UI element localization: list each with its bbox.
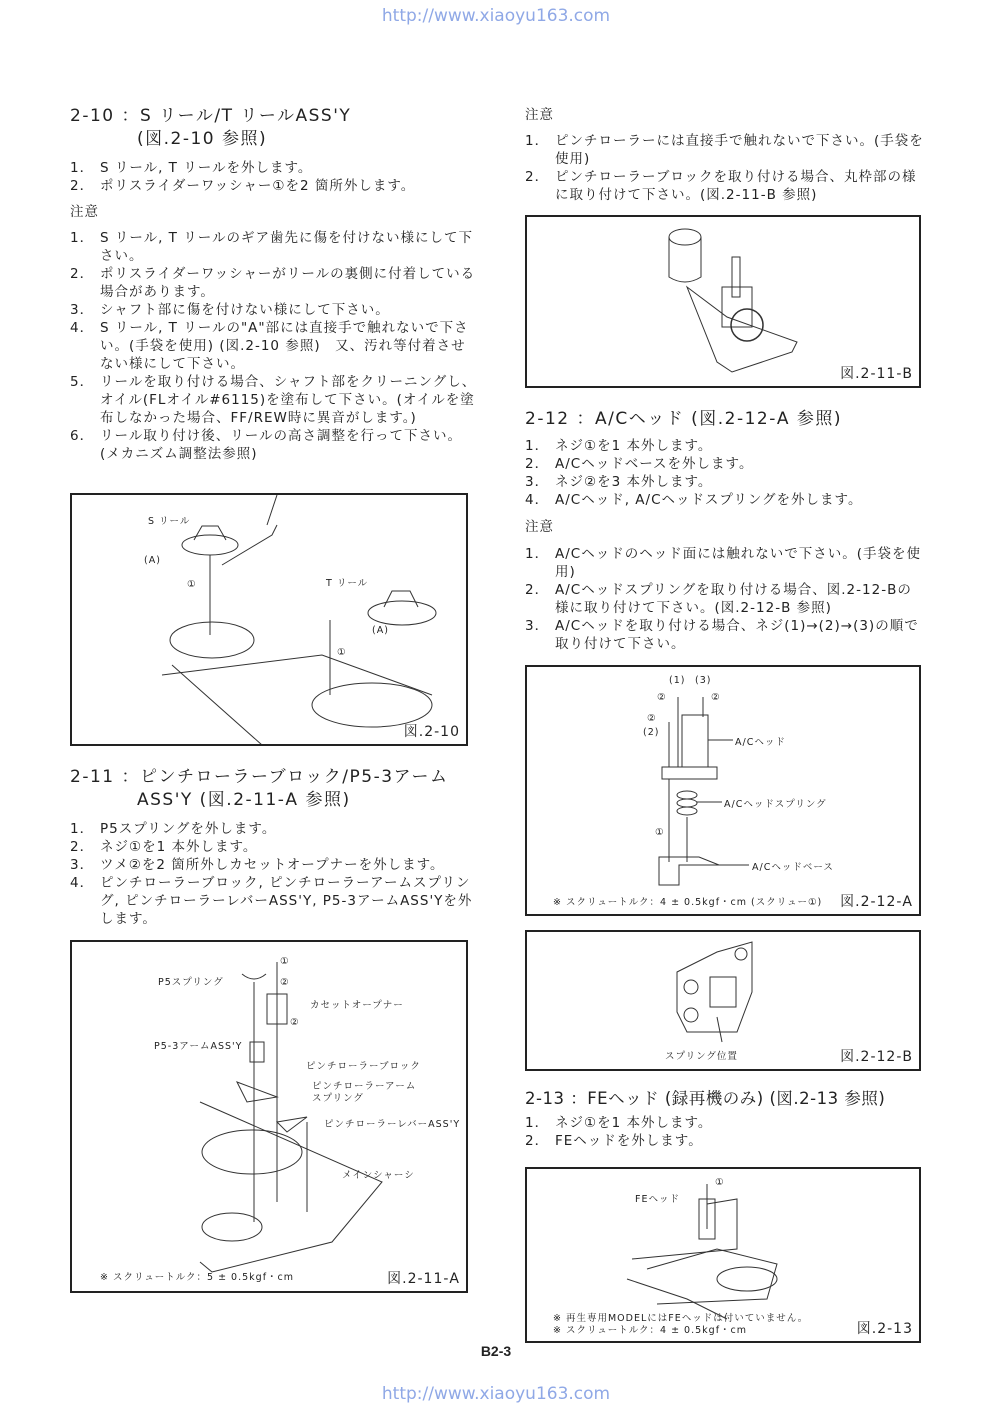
section-2-11	[70, 766, 480, 928]
figure-caption: 図.2-12-A	[840, 894, 913, 910]
steps-list	[525, 437, 925, 509]
note-item: 2． A/Cヘッドスプリングを取り付ける場合、図.2-12-Bの様に取り付けて下さい。(図.2-12-B 参照)	[525, 582, 912, 616]
pinch-roller-block-illustration	[527, 217, 919, 386]
figure-2-10: S リール (A) ① T リール (A) ① 図.2-10	[70, 493, 468, 746]
header-url[interactable]: http://www.xiaoyu163.com	[381, 6, 611, 26]
step-item: 2． A/Cヘッドベースを外します。	[525, 456, 754, 472]
note-item: 3． A/Cヘッドを取り付ける場合、ネジ(1)→(2)→(3)の順で取り付けて下さい。	[525, 618, 919, 652]
note-item: 5． リールを取り付ける場合、シャフト部をクリーニングし、オイル(FLオイル#6115)を塗布して下さい。(オイルを塗布しなかった場合、FF/REW時に異音がします。)	[70, 374, 477, 426]
section-2-11-notes	[525, 106, 925, 204]
note-heading: 注意	[70, 204, 99, 220]
steps-list	[70, 820, 480, 928]
figure-caption: 図.2-12-B	[840, 1049, 913, 1065]
note-item: 1． S リール, T リールのギア歯先に傷を付けない様にして下さい。	[70, 230, 473, 264]
step-item: 4． ピンチローラーブロック, ピンチローラーアームスプリング, ピンチローラーレバーASS'Y, P5-3アームASS'Yを外します。	[70, 875, 473, 927]
step-item: 1． ネジ①を1 本外します。	[525, 1115, 713, 1131]
step-item: 1． S リール, T リールを外します。	[70, 160, 313, 176]
figure-2-12-b: スプリング位置 図.2-12-B	[525, 930, 921, 1071]
section-2-12	[525, 408, 925, 653]
step-item: 2． ネジ①を1 本外します。	[70, 839, 258, 855]
figure-footnote: ※ スクリュートルク：5 ± 0.5kgf・cm	[100, 1272, 295, 1283]
step-item: 1． P5スプリングを外します。	[70, 821, 277, 837]
steps-list	[70, 159, 480, 195]
figure-2-12-a: (1) (3) ② ② ② (2) A/Cヘッド A/Cヘッドスプリング ① A/Cヘッドベース ※ スクリュートルク：4 ± 0.5kgf・cm (スクリュー①) 図.2-12-A	[525, 665, 921, 916]
section-2-13	[525, 1087, 945, 1150]
figure-caption: 図.2-10	[403, 724, 460, 740]
note-item: 3． シャフト部に傷を付けない様にして下さい。	[70, 302, 390, 318]
step-item: 4． A/Cヘッド, A/Cヘッドスプリングを外します。	[525, 492, 863, 508]
figure-footnote: ※ スクリュートルク：4 ± 0.5kgf・cm (スクリュー①)	[553, 897, 823, 908]
note-item: 1． ピンチローラーには直接手で触れないで下さい。(手袋を使用)	[525, 133, 924, 167]
step-item: 3． ツメ②を2 箇所外しカセットオープナーを外します。	[70, 857, 445, 873]
note-item: 4． S リール, T リールの"A"部には直接手で触れないで下さい。(手袋を使用) (図.2-10 参照) 又、汚れ等付着させない様にして下さい。	[70, 320, 469, 372]
step-item: 1． ネジ①を1 本外します。	[525, 438, 713, 454]
steps-list	[525, 1114, 945, 1150]
note-item: 2． ピンチローラーブロックを取り付ける場合、丸枠部の様に取り付けて下さい。(図.2-11-B 参照)	[525, 169, 917, 203]
note-heading: 注意	[525, 107, 554, 123]
section-title: 2-13 ：FEヘッド (録再機のみ) (図.2-13 参照)	[525, 1089, 886, 1108]
footer-url[interactable]: http://www.xiaoyu163.com	[381, 1384, 611, 1404]
section-2-10	[70, 105, 480, 463]
section-title: 2-10 ：S リール/T リールASS'Y (図.2-10 参照)	[70, 106, 352, 149]
note-heading: 注意	[525, 519, 554, 535]
figure-2-13: FEヘッド ① ※ 再生専用MODELにはFEヘッドは付いていません。 ※ スクリュートルク：4 ± 0.5kgf・cm 図.2-13	[525, 1167, 921, 1343]
figure-2-11-b	[525, 215, 921, 388]
note-item: 1． A/Cヘッドのヘッド面には触れないで下さい。(手袋を使用)	[525, 546, 921, 580]
figure-caption: 図.2-11-A	[387, 1271, 460, 1287]
figure-caption: 図.2-13	[856, 1321, 913, 1337]
reel-illustration	[72, 495, 466, 744]
ac-head-illustration	[527, 667, 919, 914]
figure-caption: 図.2-11-B	[840, 366, 913, 382]
step-item: 3． ネジ②を3 本外します。	[525, 474, 713, 490]
figure-footnote: ※ スクリュートルク：4 ± 0.5kgf・cm	[553, 1325, 748, 1336]
note-item: 6． リール取り付け後、リールの高さ調整を行って下さい。(メカニズム調整法参照)	[70, 428, 462, 462]
page-number: B2-3	[480, 1343, 512, 1359]
figure-footnote: ※ 再生専用MODELにはFEヘッドは付いていません。	[553, 1313, 809, 1324]
notes-list	[70, 229, 480, 463]
section-title: 2-11 ：ピンチローラーブロック/P5-3アーム ASS'Y (図.2-11-A 参照)	[70, 767, 449, 810]
note-item: 2． ポリスライダーワッシャーがリールの裏側に付着している場合があります。	[70, 266, 476, 300]
step-item: 2． FEヘッドを外します。	[525, 1133, 703, 1149]
section-title: 2-12 ：A/Cヘッド (図.2-12-A 参照)	[525, 409, 843, 429]
notes-list	[525, 545, 925, 653]
figure-2-11-a: ① ② ② P5スプリング カセットオープナー P5-3アームASS'Y ピンチローラーブロック ピンチローラーアーム スプリング ピンチローラーレバーASS'Y メインシャーシ ※ スクリュートルク：5 ± 0.5kgf・cm 図.2-11-A	[70, 940, 468, 1293]
step-item: 2． ポリスライダーワッシャー①を2 箇所外します。	[70, 178, 416, 194]
